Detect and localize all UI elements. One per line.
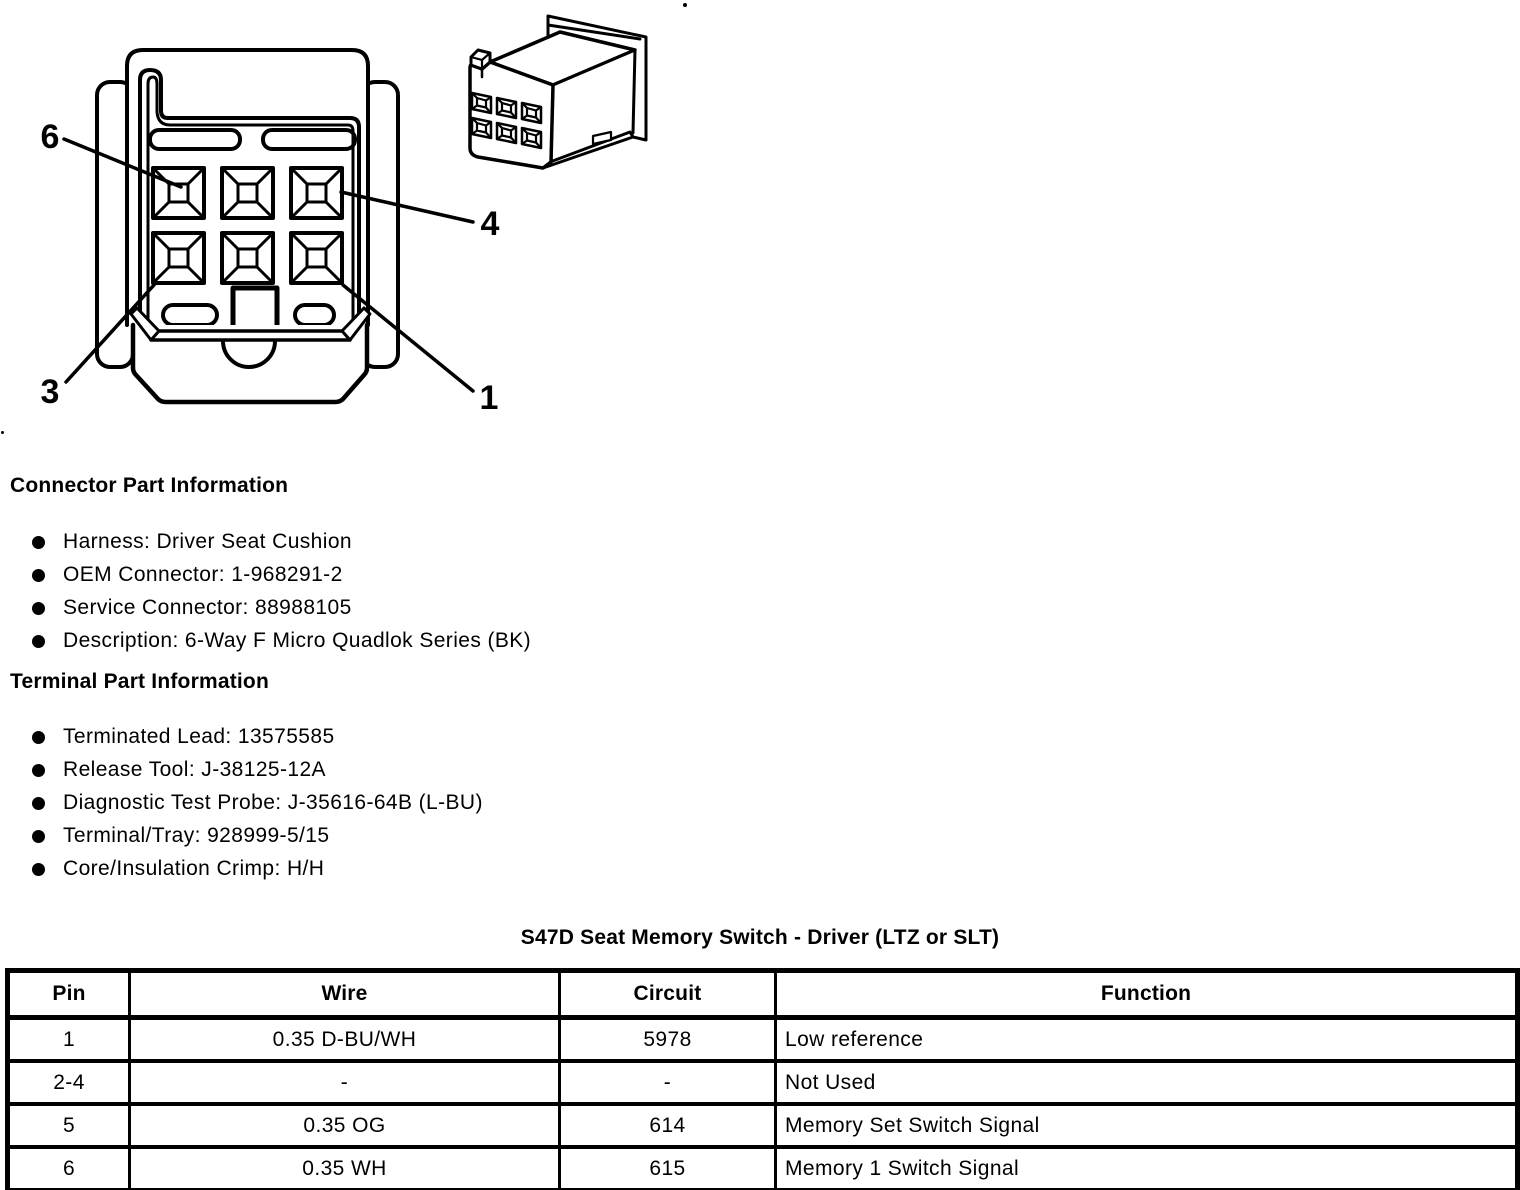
col-header-pin: Pin [8, 971, 130, 1018]
cell-wire: 0.35 D-BU/WH [130, 1018, 560, 1062]
terminal-2 [222, 233, 273, 283]
cell-wire: 0.35 OG [130, 1104, 560, 1147]
cell-wire: - [130, 1061, 560, 1104]
pin-label-3: 3 [40, 373, 60, 411]
bullet-icon [32, 569, 45, 582]
pin-label-4: 4 [480, 205, 500, 243]
cell-function: Memory 1 Switch Signal [776, 1147, 1518, 1190]
table-row [8, 1147, 1518, 1190]
terminal-6 [153, 168, 204, 218]
cell-circuit: - [560, 1061, 776, 1104]
list-item-text: Terminated Lead: 13575585 [63, 725, 335, 748]
col-header-wire: Wire [130, 971, 560, 1018]
list-item-text: Diagnostic Test Probe: J-35616-64B (L-BU) [63, 791, 483, 814]
bullet-icon [32, 536, 45, 549]
list-item [32, 726, 335, 748]
bullet-icon [32, 863, 45, 876]
latch-outline [133, 325, 367, 402]
cell-circuit: 615 [560, 1147, 776, 1190]
cell-function: Memory Set Switch Signal [776, 1104, 1518, 1147]
cell-function: Not Used [776, 1061, 1518, 1104]
col-header-function: Function [776, 971, 1518, 1018]
table-row [8, 1061, 1518, 1104]
terminal-1 [291, 233, 342, 283]
list-item-text: Core/Insulation Crimp: H/H [63, 857, 325, 880]
bullet-icon [32, 602, 45, 615]
list-item-text: Release Tool: J-38125-12A [63, 758, 326, 781]
bullet-icon [32, 797, 45, 810]
list-item [32, 858, 324, 880]
pin-label-6: 6 [40, 118, 60, 156]
list-item-text: Service Connector: 88988105 [63, 596, 352, 619]
terminal-3 [153, 233, 204, 283]
pin-table [5, 968, 1520, 1190]
cell-wire: 0.35 WH [130, 1147, 560, 1190]
bullet-icon [32, 731, 45, 744]
bullet-icon [32, 830, 45, 843]
list-item [32, 759, 326, 781]
list-item-text: Harness: Driver Seat Cushion [63, 530, 352, 553]
list-item [32, 825, 329, 847]
cell-pin: 5 [8, 1104, 130, 1147]
list-item [32, 792, 483, 814]
cell-pin: 1 [8, 1018, 130, 1062]
pin-table-title: S47D Seat Memory Switch - Driver (LTZ or SLT) [520, 926, 1000, 949]
bullet-icon [32, 764, 45, 777]
index-square [233, 288, 277, 329]
table-row [8, 1018, 1518, 1062]
terminal-info-heading: Terminal Part Information [10, 670, 269, 693]
bullet-icon [32, 635, 45, 648]
terminal-4 [291, 168, 342, 218]
terminal-5 [222, 168, 273, 218]
col-header-circuit: Circuit [560, 971, 776, 1018]
scan-artifact-dot [683, 3, 687, 7]
connector-info-heading: Connector Part Information [10, 474, 289, 497]
list-item [32, 630, 531, 652]
list-item [32, 597, 352, 619]
cell-pin: 2-4 [8, 1061, 130, 1104]
table-row [8, 1104, 1518, 1147]
cell-pin: 6 [8, 1147, 130, 1190]
connector-3d-view [450, 0, 680, 180]
cell-circuit: 614 [560, 1104, 776, 1147]
cell-circuit: 5978 [560, 1018, 776, 1062]
list-item-text: Description: 6-Way F Micro Quadlok Series (BK) [63, 629, 532, 652]
cell-function: Low reference [776, 1018, 1518, 1062]
list-item-text: Terminal/Tray: 928999-5/15 [63, 824, 330, 847]
table-header-row [8, 971, 1518, 1018]
list-item [32, 564, 343, 586]
scan-artifact-dot [1, 431, 4, 434]
list-item-text: OEM Connector: 1-968291-2 [63, 563, 343, 586]
pin-label-1: 1 [479, 379, 499, 417]
list-item [32, 531, 352, 553]
